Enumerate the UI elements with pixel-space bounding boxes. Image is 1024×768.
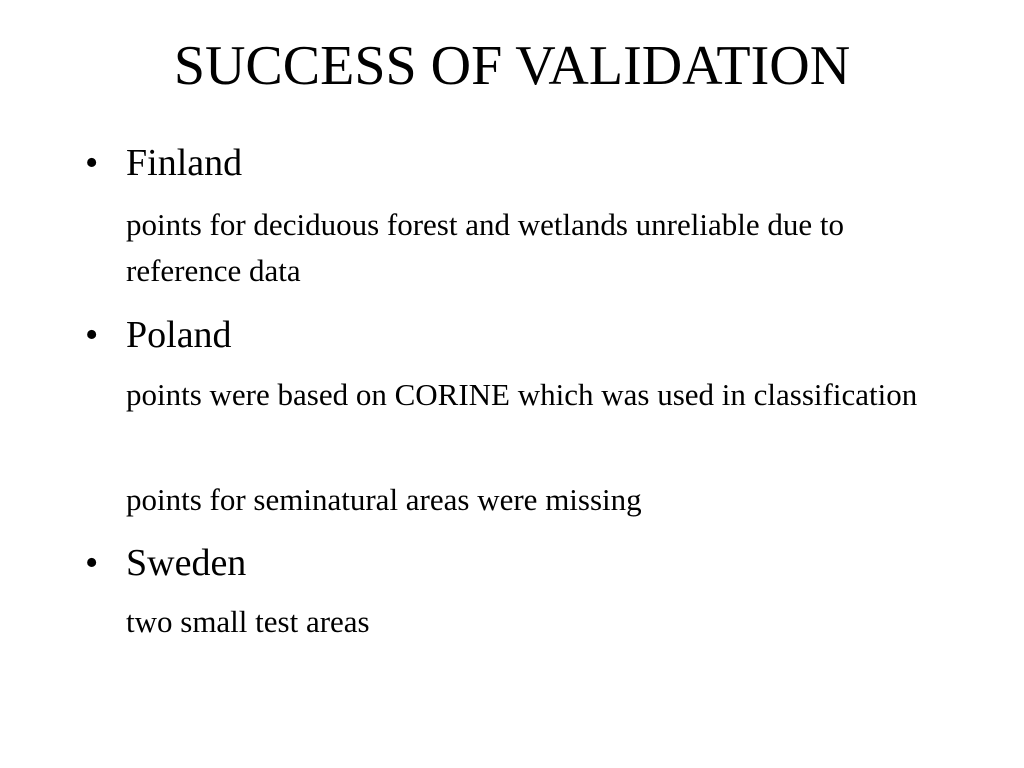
- bullet-heading-finland: Finland: [126, 142, 243, 184]
- bullet-heading-poland: Poland: [126, 314, 232, 356]
- note-poland-1: points were based on CORINE which was used in classification: [126, 377, 918, 412]
- bullet-icon: •: [85, 542, 99, 584]
- bullet-heading-sweden: Sweden: [126, 542, 247, 584]
- note-sweden-1: two small test areas: [126, 604, 370, 639]
- bullet-icon: •: [85, 142, 99, 184]
- slide-title: SUCCESS OF VALIDATION: [173, 35, 851, 97]
- bullet-icon: •: [85, 314, 99, 356]
- note-poland-2: points for seminatural areas were missing: [126, 482, 642, 517]
- note-finland-1: points for deciduous forest and wetlands unreliable due to reference data: [126, 207, 844, 288]
